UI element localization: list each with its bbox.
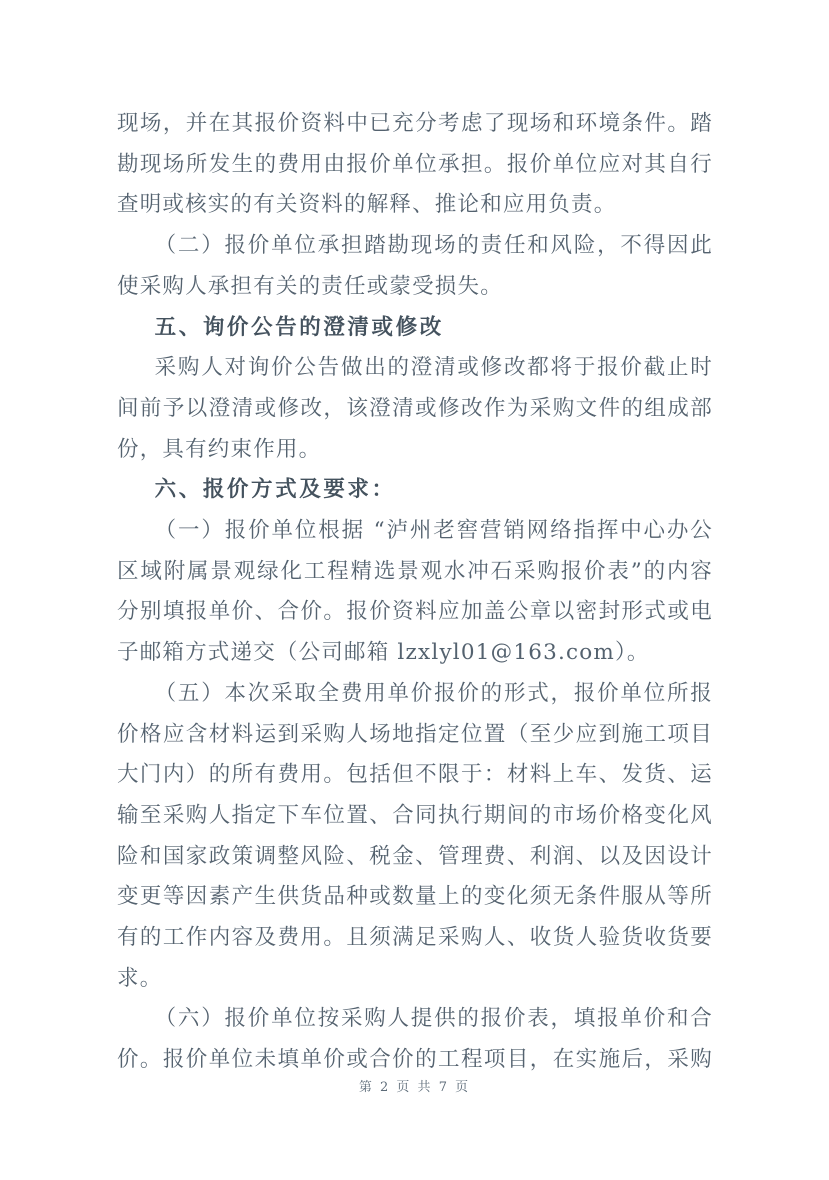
text-line: 采购人对询价公告做出的澄清或修改都将于报价截止时 [154, 355, 713, 381]
section-heading-line: 六、报价方式及要求： [154, 477, 396, 503]
page-body-text [117, 104, 713, 1081]
text-line: （五）本次采取全费用单价报价的形式，报价单位所报 [154, 680, 713, 706]
text-line: 输至采购人指定下车位置、合同执行期间的市场价格变化风 [117, 802, 713, 828]
text-line: （六）报价单位按采购人提供的报价表，填报单价和合 [154, 1006, 713, 1032]
text-line: 现场，并在其报价资料中已充分考虑了现场和环境条件。踏 [117, 111, 713, 136]
text-line: （二）报价单位承担踏勘现场的责任和风险，不得因此 [154, 233, 713, 259]
text-line: 使采购人承担有关的责任或蒙受损失。 [117, 273, 503, 299]
text-line: 求。 [117, 965, 163, 991]
page-footer: 第 2 页 共 7 页 [358, 1080, 471, 1095]
text-line: 价。报价单位未填单价或合价的工程项目，在实施后，采购 [117, 1047, 713, 1073]
text-line: 大门内）的所有费用。包括但不限于：材料上车、发货、运 [117, 762, 713, 788]
text-line: 间前予以澄清或修改，该澄清或修改作为采购文件的组成部 [117, 395, 713, 421]
text-line: 价格应含材料运到采购人场地指定位置（至少应到施工项目 [117, 721, 713, 747]
text-line: 查明或核实的有关资料的解释、推论和应用负责。 [117, 192, 617, 218]
text-line: 变更等因素产生供货品种或数量上的变化须无条件服从等所 [117, 884, 713, 910]
text-line: 勘现场所发生的费用由报价单位承担。报价单位应对其自行 [117, 151, 713, 177]
text-line: 份，具有约束作用。 [117, 436, 322, 462]
text-line: 险和国家政策调整风险、税金、管理费、利润、以及因设计 [117, 843, 713, 869]
text-line: 有的工作内容及费用。且须满足采购人、收货人验货收货要 [117, 925, 713, 951]
text-line: 区域附属景观绿化工程精选景观水冲石采购报价表”的内容 [117, 558, 713, 584]
text-line: （一）报价单位根据 “泸州老窖营销网络指挥中心办公 [154, 518, 713, 544]
text-line: 分别填报单价、合价。报价资料应加盖公章以密封形式或电 [117, 599, 713, 625]
text-line: 子邮箱方式递交（公司邮箱 lzxlyl01@163.com）。 [117, 640, 650, 666]
section-heading-line: 五、询价公告的澄清或修改 [154, 314, 444, 340]
